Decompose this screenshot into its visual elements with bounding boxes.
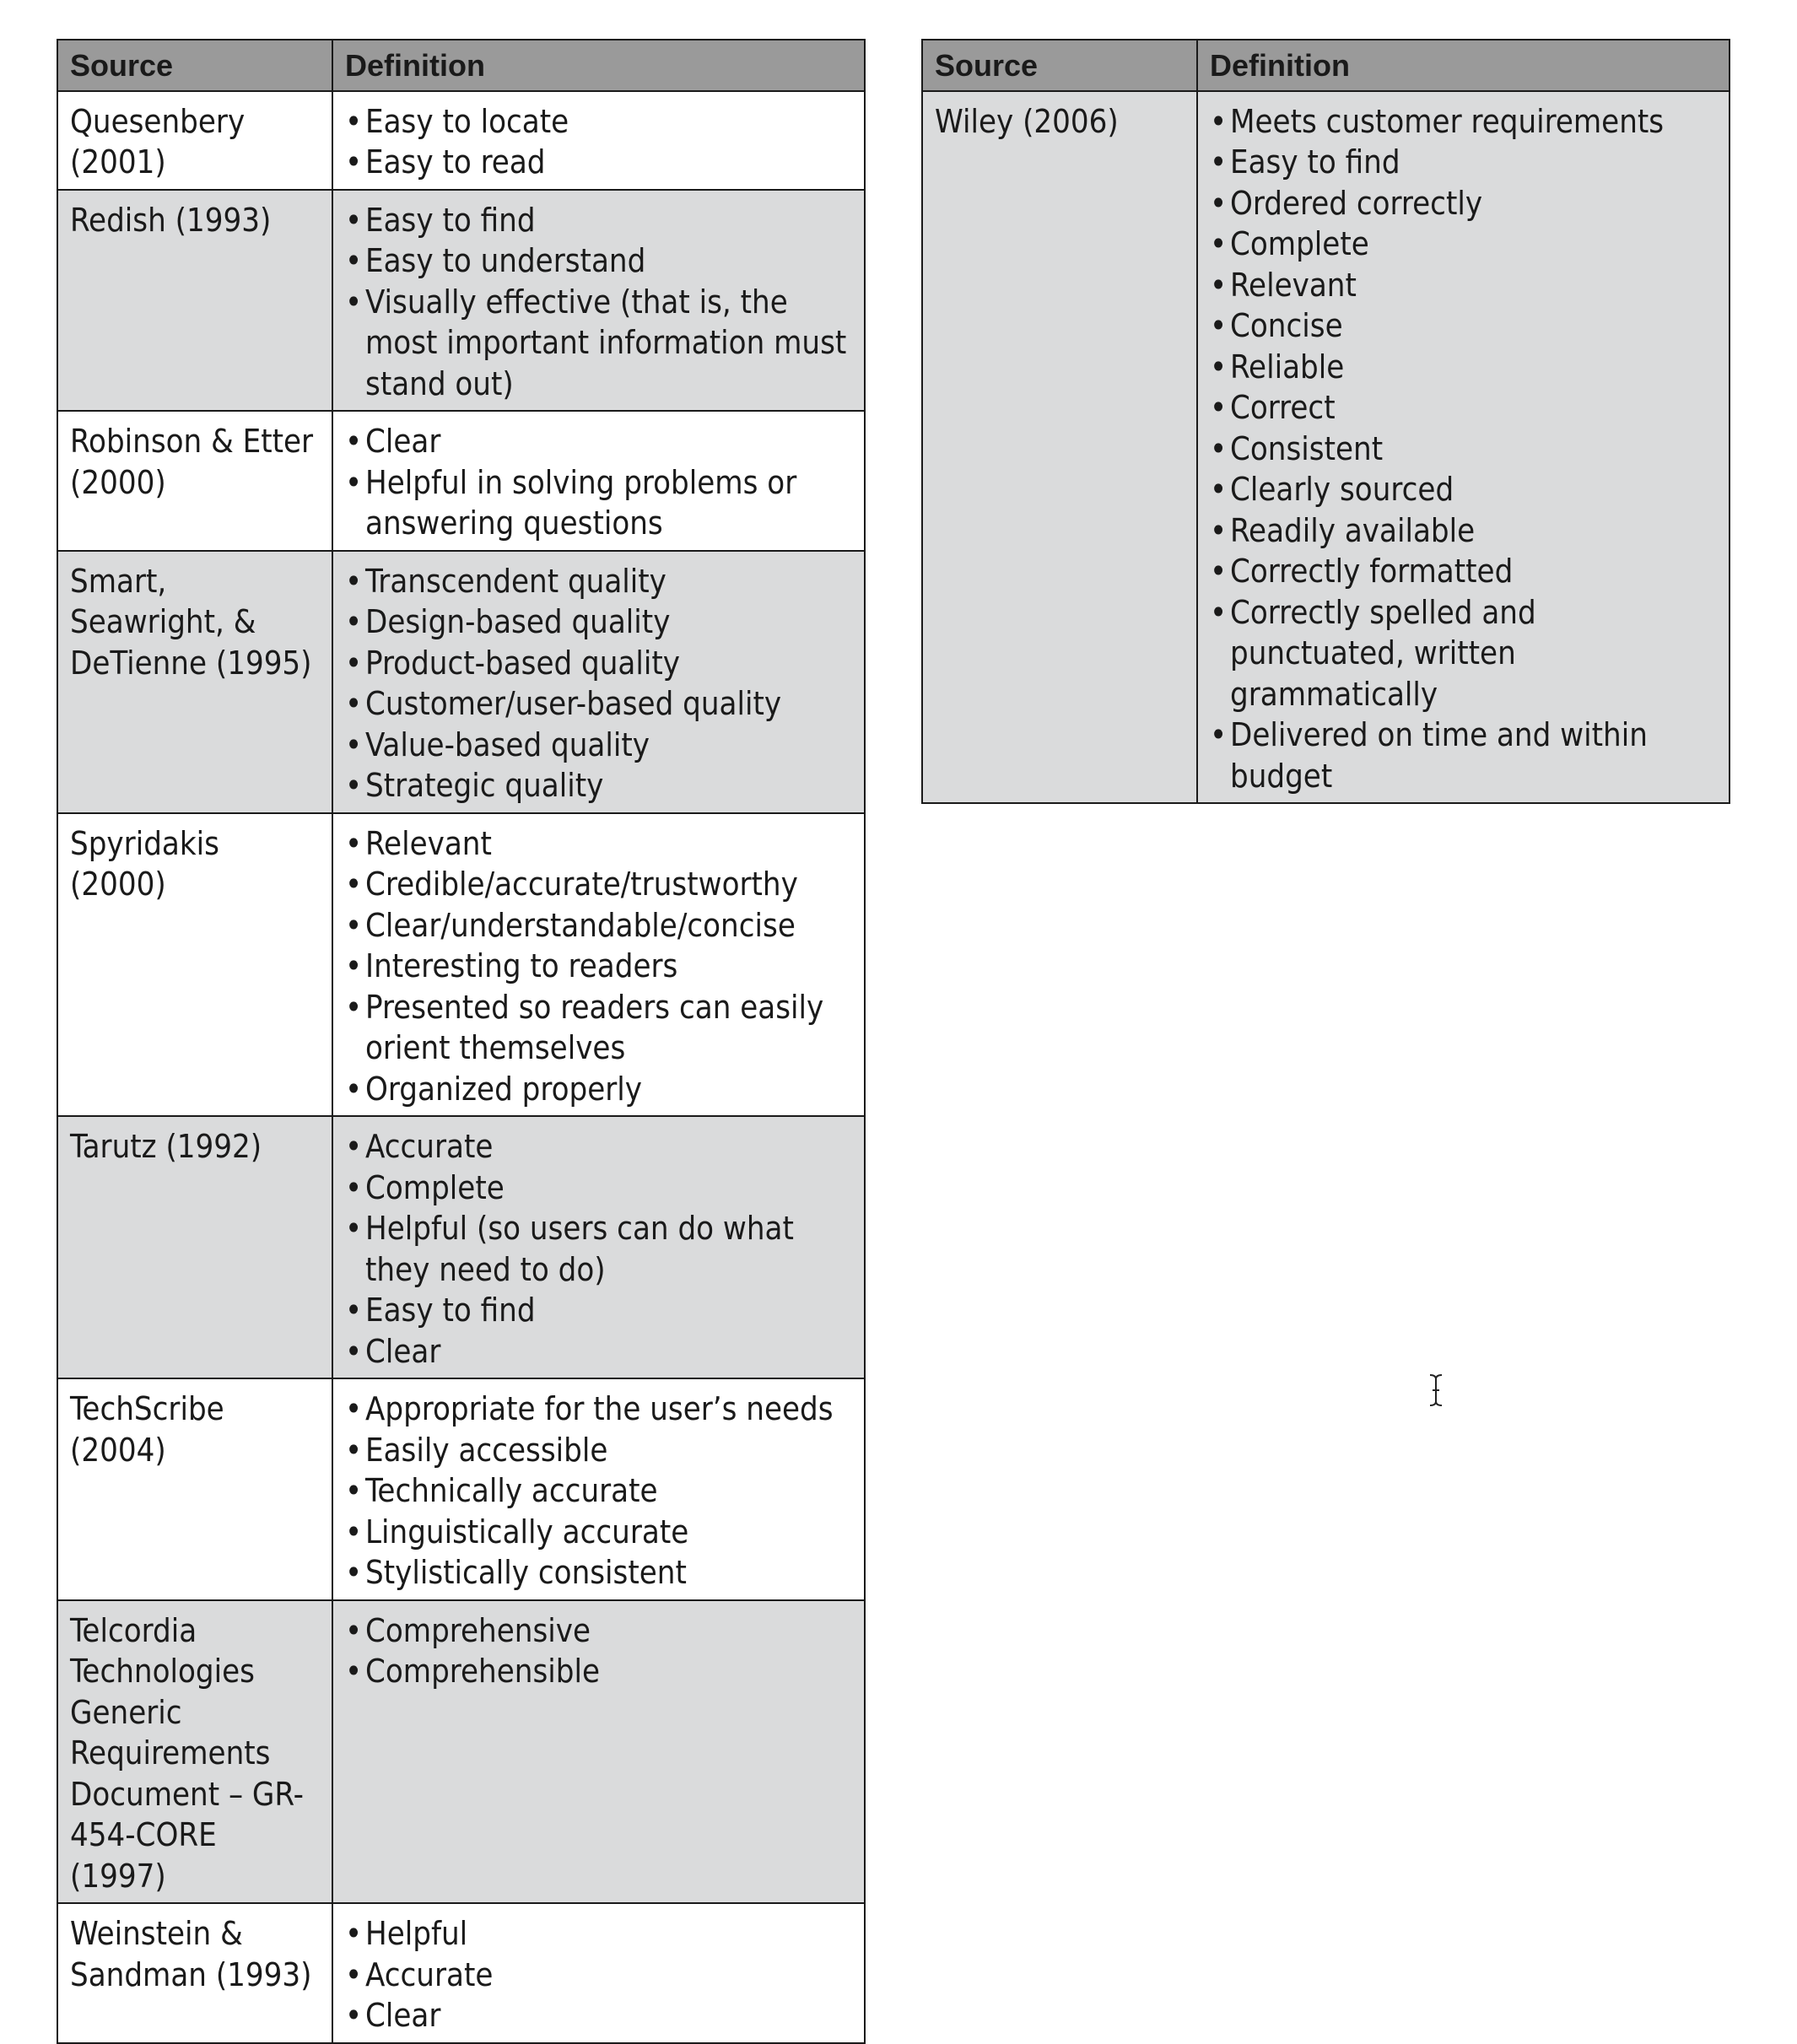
- source-column-header: Source: [57, 40, 332, 91]
- definition-item: • Comprehensible: [345, 1651, 852, 1692]
- definition-item: • Design-based quality: [345, 601, 852, 643]
- definition-item: • Organized properly: [345, 1069, 852, 1110]
- definition-item: • Value-based quality: [345, 725, 852, 766]
- table-header-row: [922, 40, 1730, 91]
- text-cursor-icon: [1426, 1373, 1446, 1407]
- definition-list: [345, 200, 852, 405]
- definition-item: • Clearly sourced: [1210, 469, 1717, 510]
- definition-list: [345, 1389, 852, 1594]
- definition-item: • Linguistically accurate: [345, 1512, 852, 1553]
- definition-item: • Ordered correctly: [1210, 183, 1717, 224]
- definition-item: • Interesting to readers: [345, 946, 852, 987]
- definition-item: • Readily available: [1210, 510, 1717, 552]
- definition-item: • Concise: [1210, 305, 1717, 347]
- table-row: [57, 411, 865, 551]
- table-row: [57, 190, 865, 412]
- definition-item: • Correctly formatted: [1210, 551, 1717, 592]
- definition-cell: [332, 813, 865, 1117]
- definition-item: • Correctly spelled and punctuated, written grammatically: [1210, 592, 1717, 715]
- definition-list: [1210, 101, 1717, 797]
- definition-list: [345, 1913, 852, 2036]
- definition-item: • Easy to find: [345, 200, 852, 241]
- quality-definitions-table-left: [57, 39, 866, 2044]
- definition-cell: [332, 1378, 865, 1600]
- table-body-left: [57, 91, 865, 2043]
- definition-item: • Consistent: [1210, 429, 1717, 470]
- quality-definitions-table-right: [921, 39, 1730, 804]
- definition-item: • Technically accurate: [345, 1470, 852, 1512]
- source-cell: Wiley (2006): [922, 91, 1197, 804]
- definition-item: • Helpful (so users can do what they need to do): [345, 1208, 852, 1290]
- source-cell: Quesenbery (2001): [57, 91, 332, 190]
- definition-item: • Clear: [345, 421, 852, 462]
- source-cell: Telcordia Technologies Generic Requirements Document – GR-454-CORE (1997): [57, 1600, 332, 1904]
- table-row: [922, 91, 1730, 804]
- definition-cell: [332, 1116, 865, 1378]
- definition-item: • Easy to understand: [345, 240, 852, 282]
- definition-item: • Appropriate for the user’s needs: [345, 1389, 852, 1430]
- definition-item: • Easy to read: [345, 142, 852, 183]
- table-body-right: [922, 91, 1730, 804]
- definition-item: • Easily accessible: [345, 1430, 852, 1471]
- source-column-header: Source: [922, 40, 1197, 91]
- definition-item: • Delivered on time and within budget: [1210, 715, 1717, 796]
- table-row: [57, 813, 865, 1117]
- definition-item: • Meets customer requirements: [1210, 101, 1717, 143]
- definition-item: • Easy to find: [1210, 142, 1717, 183]
- definition-item: • Customer/user-based quality: [345, 683, 852, 725]
- definition-list: [345, 421, 852, 544]
- definition-item: • Accurate: [345, 1955, 852, 1996]
- table-row: [57, 1116, 865, 1378]
- definition-item: • Credible/accurate/trustworthy: [345, 864, 852, 905]
- definition-item: • Relevant: [345, 823, 852, 865]
- definition-item: • Reliable: [1210, 347, 1717, 388]
- definition-item: • Relevant: [1210, 265, 1717, 306]
- definition-cell: [332, 91, 865, 190]
- definition-cell: [1197, 91, 1730, 804]
- definition-list: [345, 101, 852, 183]
- definition-item: • Correct: [1210, 387, 1717, 429]
- definition-cell: [332, 190, 865, 412]
- definition-column-header: Definition: [1197, 40, 1730, 91]
- definition-list: [345, 823, 852, 1110]
- definition-cell: [332, 1600, 865, 1904]
- definition-item: • Strategic quality: [345, 765, 852, 806]
- definition-list: [345, 1610, 852, 1692]
- definition-cell: [332, 551, 865, 813]
- definition-item: • Easy to find: [345, 1290, 852, 1331]
- definition-item: • Accurate: [345, 1126, 852, 1168]
- table-row: [57, 91, 865, 190]
- definition-item: • Clear/understandable/concise: [345, 905, 852, 946]
- definition-list: [345, 561, 852, 806]
- source-cell: Robinson & Etter (2000): [57, 411, 332, 551]
- definition-item: • Complete: [1210, 224, 1717, 265]
- definition-item: • Helpful: [345, 1913, 852, 1955]
- definition-item: • Visually effective (that is, the most important information must stand out): [345, 282, 852, 405]
- definition-cell: [332, 411, 865, 551]
- source-cell: Tarutz (1992): [57, 1116, 332, 1378]
- definition-cell: [332, 1903, 865, 2043]
- definition-item: • Clear: [345, 1995, 852, 2036]
- definition-list: [345, 1126, 852, 1372]
- definition-item: • Easy to locate: [345, 101, 852, 143]
- definition-item: • Clear: [345, 1331, 852, 1373]
- table-row: [57, 1378, 865, 1600]
- definition-item: • Product-based quality: [345, 643, 852, 684]
- definition-item: • Presented so readers can easily orient themselves: [345, 987, 852, 1069]
- source-cell: Smart, Seawright, & DeTienne (1995): [57, 551, 332, 813]
- definition-item: • Complete: [345, 1168, 852, 1209]
- table-row: [57, 551, 865, 813]
- definition-item: • Transcendent quality: [345, 561, 852, 602]
- table-row: [57, 1903, 865, 2043]
- definition-column-header: Definition: [332, 40, 865, 91]
- table-row: [57, 1600, 865, 1904]
- source-cell: Redish (1993): [57, 190, 332, 412]
- source-cell: Weinstein & Sandman (1993): [57, 1903, 332, 2043]
- source-cell: TechScribe (2004): [57, 1378, 332, 1600]
- source-cell: Spyridakis (2000): [57, 813, 332, 1117]
- definition-item: • Comprehensive: [345, 1610, 852, 1652]
- table-header-row: [57, 40, 865, 91]
- definition-item: • Helpful in solving problems or answering questions: [345, 462, 852, 544]
- definition-item: • Stylistically consistent: [345, 1552, 852, 1594]
